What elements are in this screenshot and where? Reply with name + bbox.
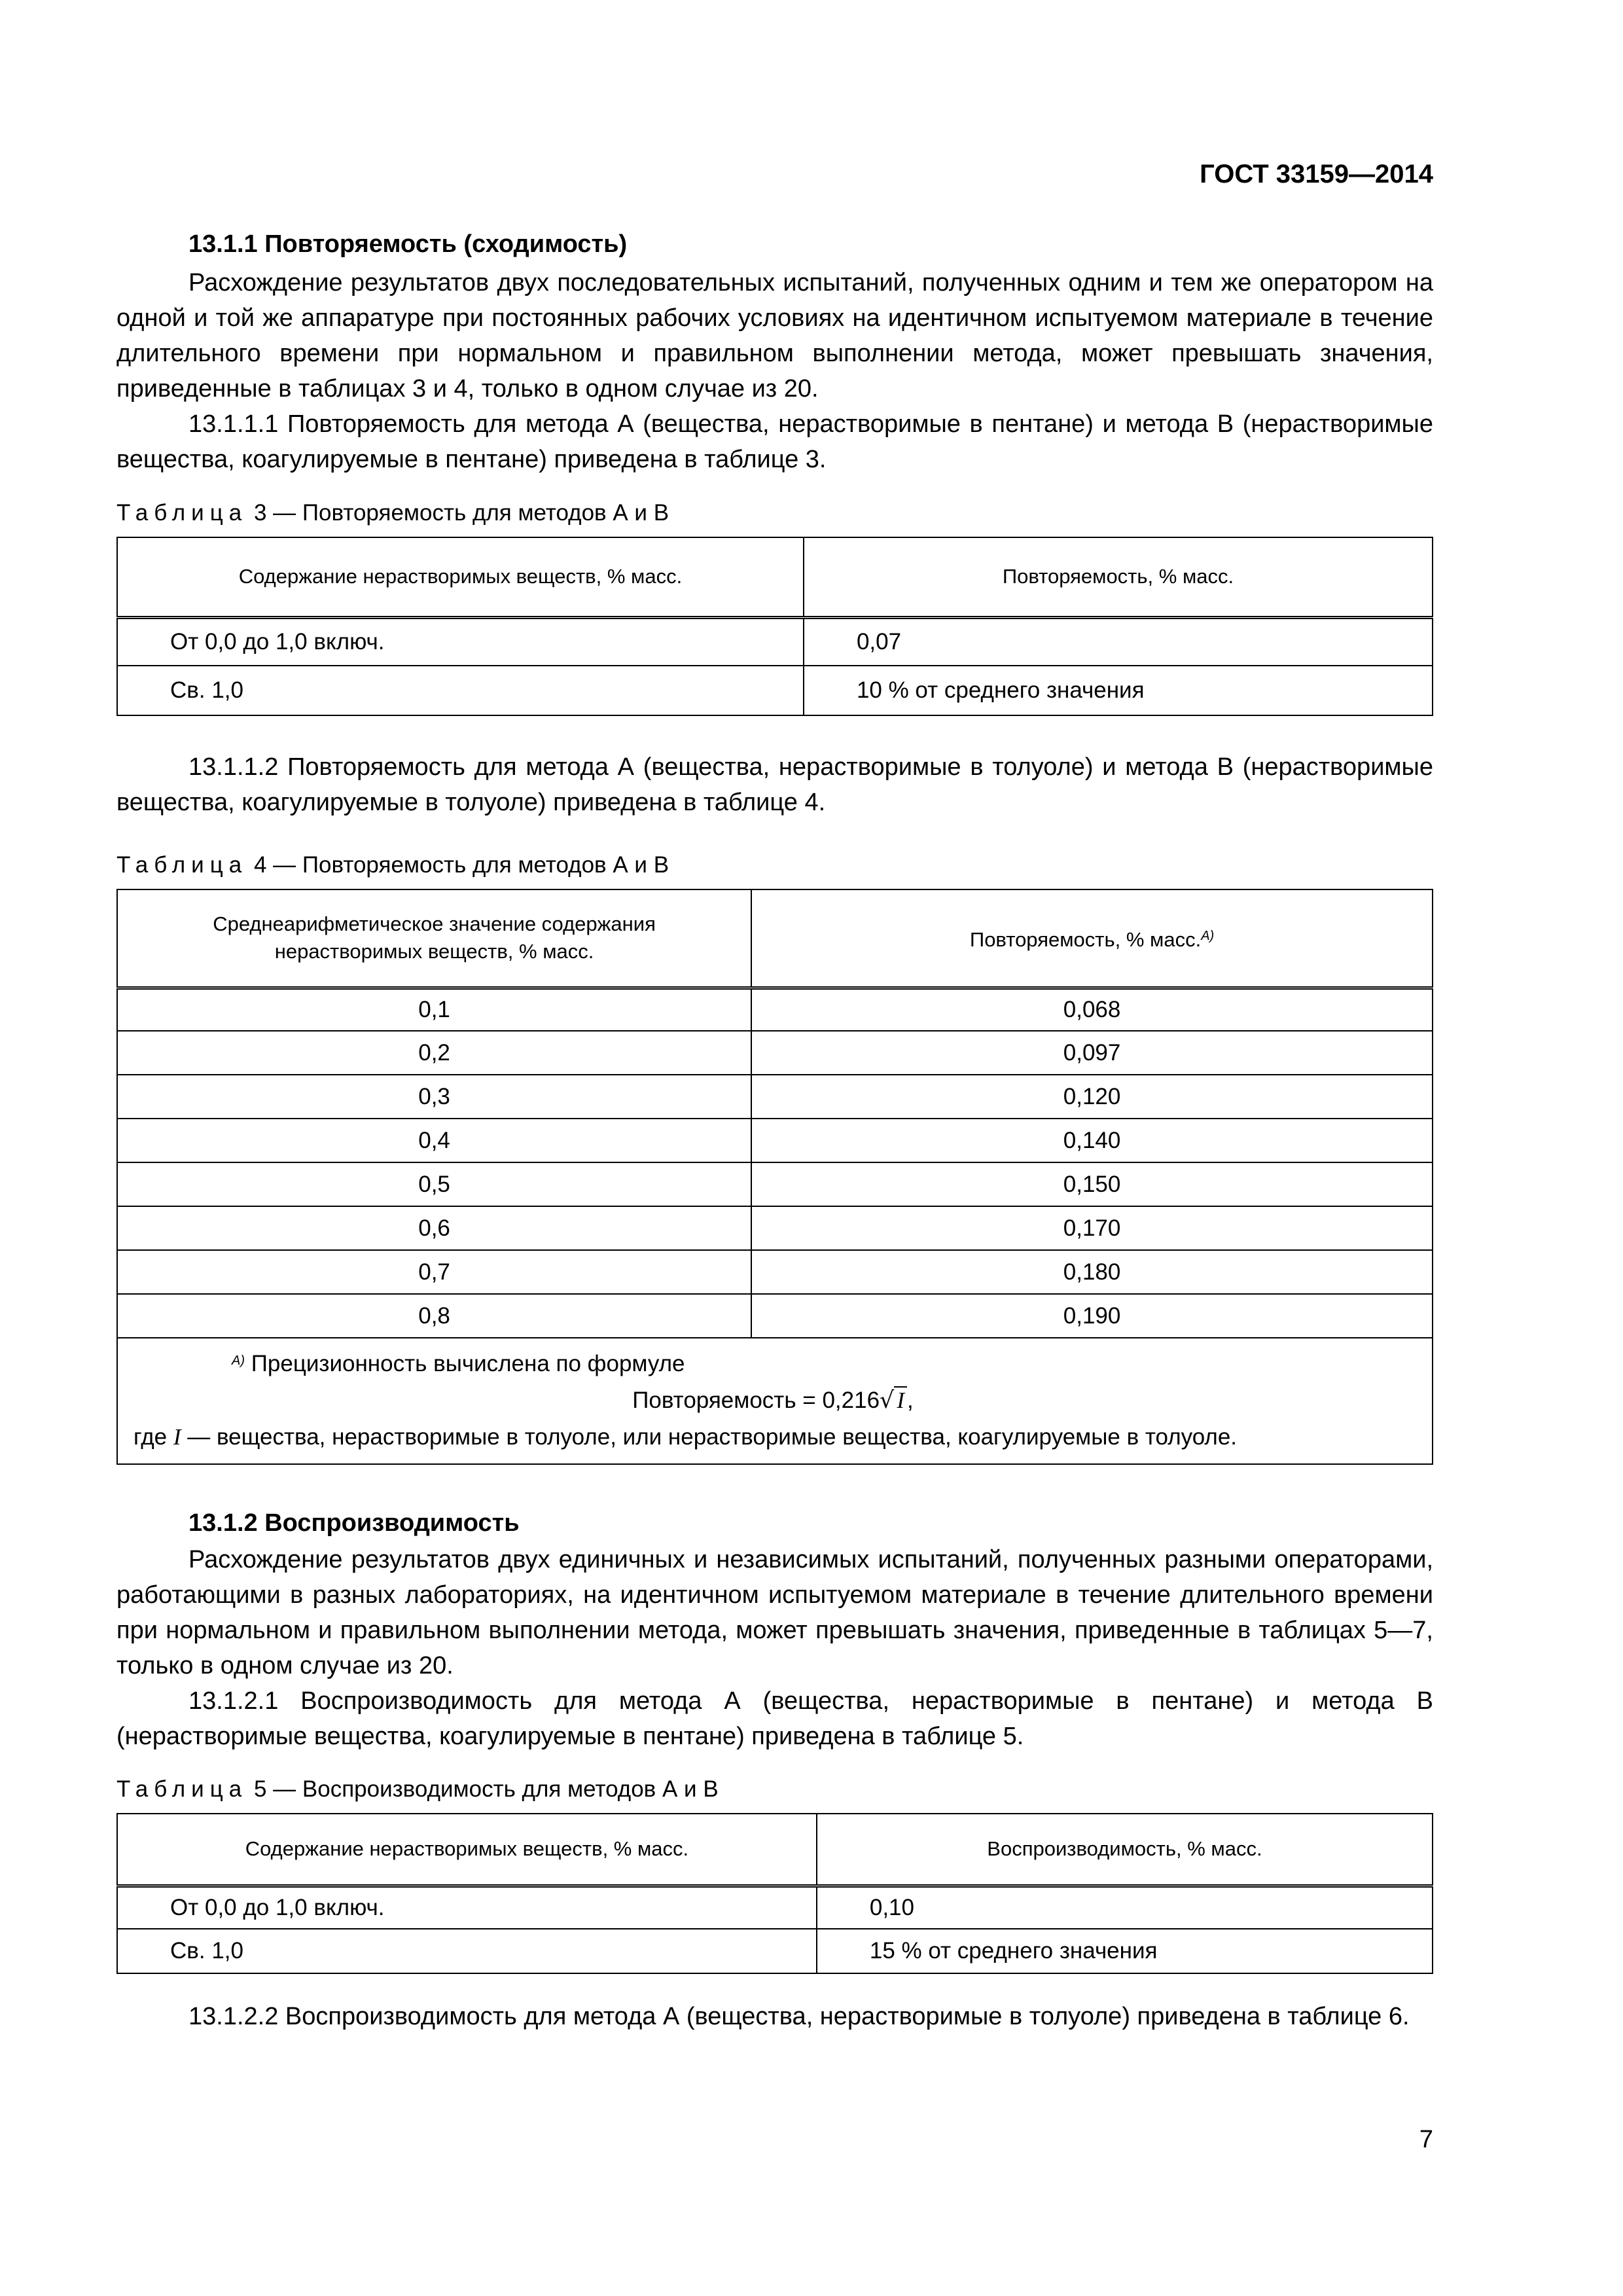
table-cell: 0,068 — [751, 988, 1433, 1031]
table-cell: От 0,0 до 1,0 включ. — [117, 617, 804, 666]
table-5-header-content: Содержание нерастворимых веществ, % масс. — [117, 1814, 817, 1886]
standard-number: ГОСТ 33159—2014 — [1200, 160, 1433, 188]
table-row — [117, 617, 1433, 666]
table-cell: 0,180 — [751, 1250, 1433, 1294]
caption-text: 3 — Повторяемость для методов А и В — [253, 500, 669, 526]
formula-suffix: , — [907, 1388, 914, 1413]
page-number: 7 — [1419, 2126, 1433, 2153]
table-5 — [116, 1813, 1433, 1974]
caption-label: Таблица — [116, 852, 248, 878]
caption-text: 4 — Повторяемость для методов А и В — [253, 852, 669, 878]
footnote-marker: А) — [232, 1354, 245, 1368]
where-line — [134, 1419, 1412, 1456]
caption-label: Таблица — [116, 500, 248, 526]
paragraph-13-1-2-2 — [116, 1999, 1433, 2034]
table-cell: 0,170 — [751, 1206, 1433, 1250]
table-row — [117, 1075, 1433, 1119]
header-line: нерастворимых веществ, % масс. — [274, 940, 594, 963]
table-cell: 0,2 — [117, 1031, 751, 1075]
header-text: Повторяемость, % масс. — [969, 928, 1202, 952]
table-cell: 0,190 — [751, 1294, 1433, 1338]
table-row — [117, 988, 1433, 1031]
sqrt-symbol: √ I — [880, 1382, 907, 1419]
table-cell: 0,07 — [804, 617, 1433, 666]
table-row — [117, 1119, 1433, 1162]
section-13-1-1-body — [116, 265, 1433, 477]
table-cell: Св. 1,0 — [117, 1929, 817, 1973]
table-cell: 0,140 — [751, 1119, 1433, 1162]
table-3 — [116, 537, 1433, 716]
table-cell: Св. 1,0 — [117, 666, 804, 715]
formula-variable: I — [894, 1386, 907, 1413]
table-cell: 0,3 — [117, 1075, 751, 1119]
table-row — [117, 1929, 1433, 1973]
table-cell: 0,1 — [117, 988, 751, 1031]
paragraph: Расхождение результатов двух единичных и независимых испытаний, полученных разными операторами, работающими в разных лабораториях, на идентичном испытуемом материале в течение длительного времени при нормальном и правильном выполнении метода, может превышать значения, приведенные в таблицах 5—7, только в одном случае из 20. — [116, 1546, 1433, 1679]
table-5-header-reproducibility: Воспроизводимость, % масс. — [817, 1814, 1433, 1886]
table-row — [117, 1206, 1433, 1250]
table-footnote-row — [117, 1338, 1433, 1464]
table-3-header-content: Содержание нерастворимых веществ, % масс. — [117, 537, 804, 617]
table-row — [117, 1031, 1433, 1075]
table-5-caption — [116, 1776, 719, 1803]
table-cell: 0,120 — [751, 1075, 1433, 1119]
table-row — [117, 1294, 1433, 1338]
paragraph: 13.1.2.1 Воспроизводимость для метода А (вещества, нерастворимые в пентане) и метода В (нерастворимые вещества, коагулируемые в пентане) приведена в таблице 5. — [116, 1687, 1433, 1750]
table-row — [117, 1886, 1433, 1929]
footnote-text: Прецизионность вычислена по формуле — [251, 1351, 685, 1376]
table-cell: 0,7 — [117, 1250, 751, 1294]
table-row — [117, 666, 1433, 715]
footnote-line — [134, 1342, 1412, 1382]
table-cell: 0,097 — [751, 1031, 1433, 1075]
table-4-footnote — [117, 1338, 1433, 1464]
where-prefix: где — [134, 1424, 168, 1450]
paragraph: 13.1.1.1 Повторяемость для метода А (вещества, нерастворимые в пентане) и метода В (нерастворимые вещества, коагулируемые в пентане) приведена в таблице 3. — [116, 410, 1433, 473]
table-row — [117, 1250, 1433, 1294]
where-text: — вещества, нерастворимые в толуоле, или нерастворимые вещества, коагулируемые в толуоле. — [187, 1424, 1238, 1450]
table-4-header-repeatability — [751, 889, 1433, 988]
footnote-marker: А) — [1201, 929, 1215, 944]
table-row — [117, 1162, 1433, 1206]
table-cell: 0,5 — [117, 1162, 751, 1206]
section-heading-13-1-2: 13.1.2 Воспроизводимость — [188, 1509, 520, 1537]
paragraph-13-1-1-2 — [116, 749, 1433, 820]
paragraph: Расхождение результатов двух последовательных испытаний, полученных одним и тем же оператором на одной и той же аппаратуре при постоянных рабочих условиях на идентичном испытуемом материале в течение длительного времени при нормальном и правильном выполнении метода, может превышать значения, приведенные в таблицах 3 и 4, только в одном случае из 20. — [116, 269, 1433, 403]
table-4 — [116, 889, 1433, 1465]
table-cell: 15 % от среднего значения — [817, 1929, 1433, 1973]
table-cell: 0,6 — [117, 1206, 751, 1250]
repeatability-formula — [134, 1382, 1412, 1419]
table-cell: 0,8 — [117, 1294, 751, 1338]
section-13-1-2-body — [116, 1542, 1433, 1754]
table-cell: 10 % от среднего значения — [804, 666, 1433, 715]
table-cell: 0,150 — [751, 1162, 1433, 1206]
table-4-caption — [116, 852, 669, 878]
table-cell: От 0,0 до 1,0 включ. — [117, 1886, 817, 1929]
section-heading-13-1-1: 13.1.1 Повторяемость (сходимость) — [188, 230, 628, 258]
where-variable: I — [173, 1424, 181, 1450]
paragraph: 13.1.2.2 Воспроизводимость для метода А (вещества, нерастворимые в толуоле) приведена в таблице 6. — [188, 2003, 1410, 2030]
paragraph: 13.1.1.2 Повторяемость для метода А (вещества, нерастворимые в толуоле) и метода В (нерастворимые вещества, коагулируемые в толуоле) приведена в таблице 4. — [116, 753, 1433, 816]
formula-prefix: Повторяемость = 0,216 — [632, 1388, 880, 1413]
table-3-caption — [116, 500, 669, 526]
table-cell: 0,10 — [817, 1886, 1433, 1929]
table-cell: 0,4 — [117, 1119, 751, 1162]
caption-text: 5 — Воспроизводимость для методов А и В — [253, 1776, 719, 1802]
caption-label: Таблица — [116, 1776, 248, 1802]
table-4-header-mean — [117, 889, 751, 988]
header-line: Среднеарифметическое значение содержания — [213, 912, 656, 936]
table-3-header-repeatability: Повторяемость, % масс. — [804, 537, 1433, 617]
